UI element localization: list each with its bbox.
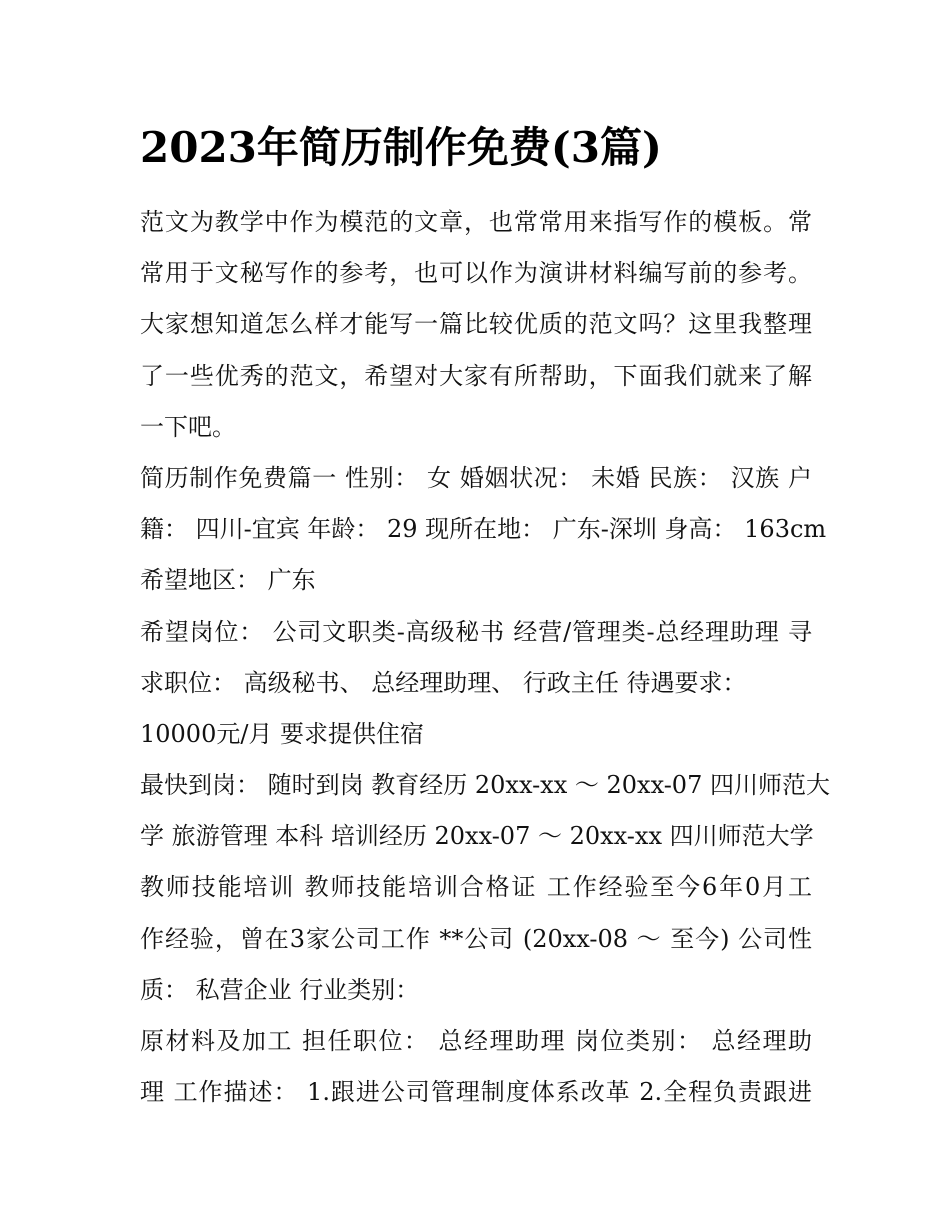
text-line: 简历制作免费篇一 性别： 女 婚姻状况： 未婚 民族： 汉族 户 [140,463,812,492]
intro-paragraph [140,197,812,453]
text-line: 作经验，曾在3家公司工作 **公司 (20xx-08 ～ 至今) 公司性 [140,924,812,953]
work-description-paragraph [140,1016,812,1118]
personal-info-paragraph [140,453,827,607]
text-line: 一下吧。 [140,412,236,441]
document-title: 2023年简历制作免费(3篇) [140,123,662,172]
text-line: 范文为教学中作为模范的文章，也常常用来指写作的模板。常 [140,208,812,236]
text-line: 籍： 四川-宜宾 年龄： 29 现所在地： 广东-深圳 身高： 163cm [140,515,827,544]
document-body [140,197,830,1118]
text-line: 10000元/月 要求提供住宿 [140,719,425,748]
education-experience-paragraph [140,760,830,1016]
text-line: 常用于文秘写作的参考，也可以作为演讲材料编写前的参考。 [140,259,812,288]
text-line: 质： 私营企业 行业类别： [140,975,420,1004]
text-line: 求职位： 高级秘书、 总经理助理、 行政主任 待遇要求： [140,668,747,697]
text-line: 了一些优秀的范文，希望对大家有所帮助，下面我们就来了解 [140,361,812,390]
text-line: 教师技能培训 教师技能培训合格证 工作经验至今6年0月工 [140,873,812,902]
text-line: 希望地区： 广东 [140,566,316,595]
text-line: 希望岗位： 公司文职类-高级秘书 经营/管理类-总经理助理 寻 [140,617,812,646]
text-line: 最快到岗： 随时到岗 教育经历 20xx-xx ～ 20xx-07 四川师范大 [140,771,830,800]
text-line: 大家想知道怎么样才能写一篇比较优质的范文吗？这里我整理 [140,310,812,339]
text-line: 理 工作描述： 1.跟进公司管理制度体系改革 2.全程负责跟进 [140,1078,812,1107]
text-line: 原材料及加工 担任职位： 总经理助理 岗位类别： 总经理助 [140,1027,812,1055]
job-intention-paragraph [140,607,812,761]
text-line: 学 旅游管理 本科 培训经历 20xx-07 ～ 20xx-xx 四川师范大学 [140,822,814,851]
